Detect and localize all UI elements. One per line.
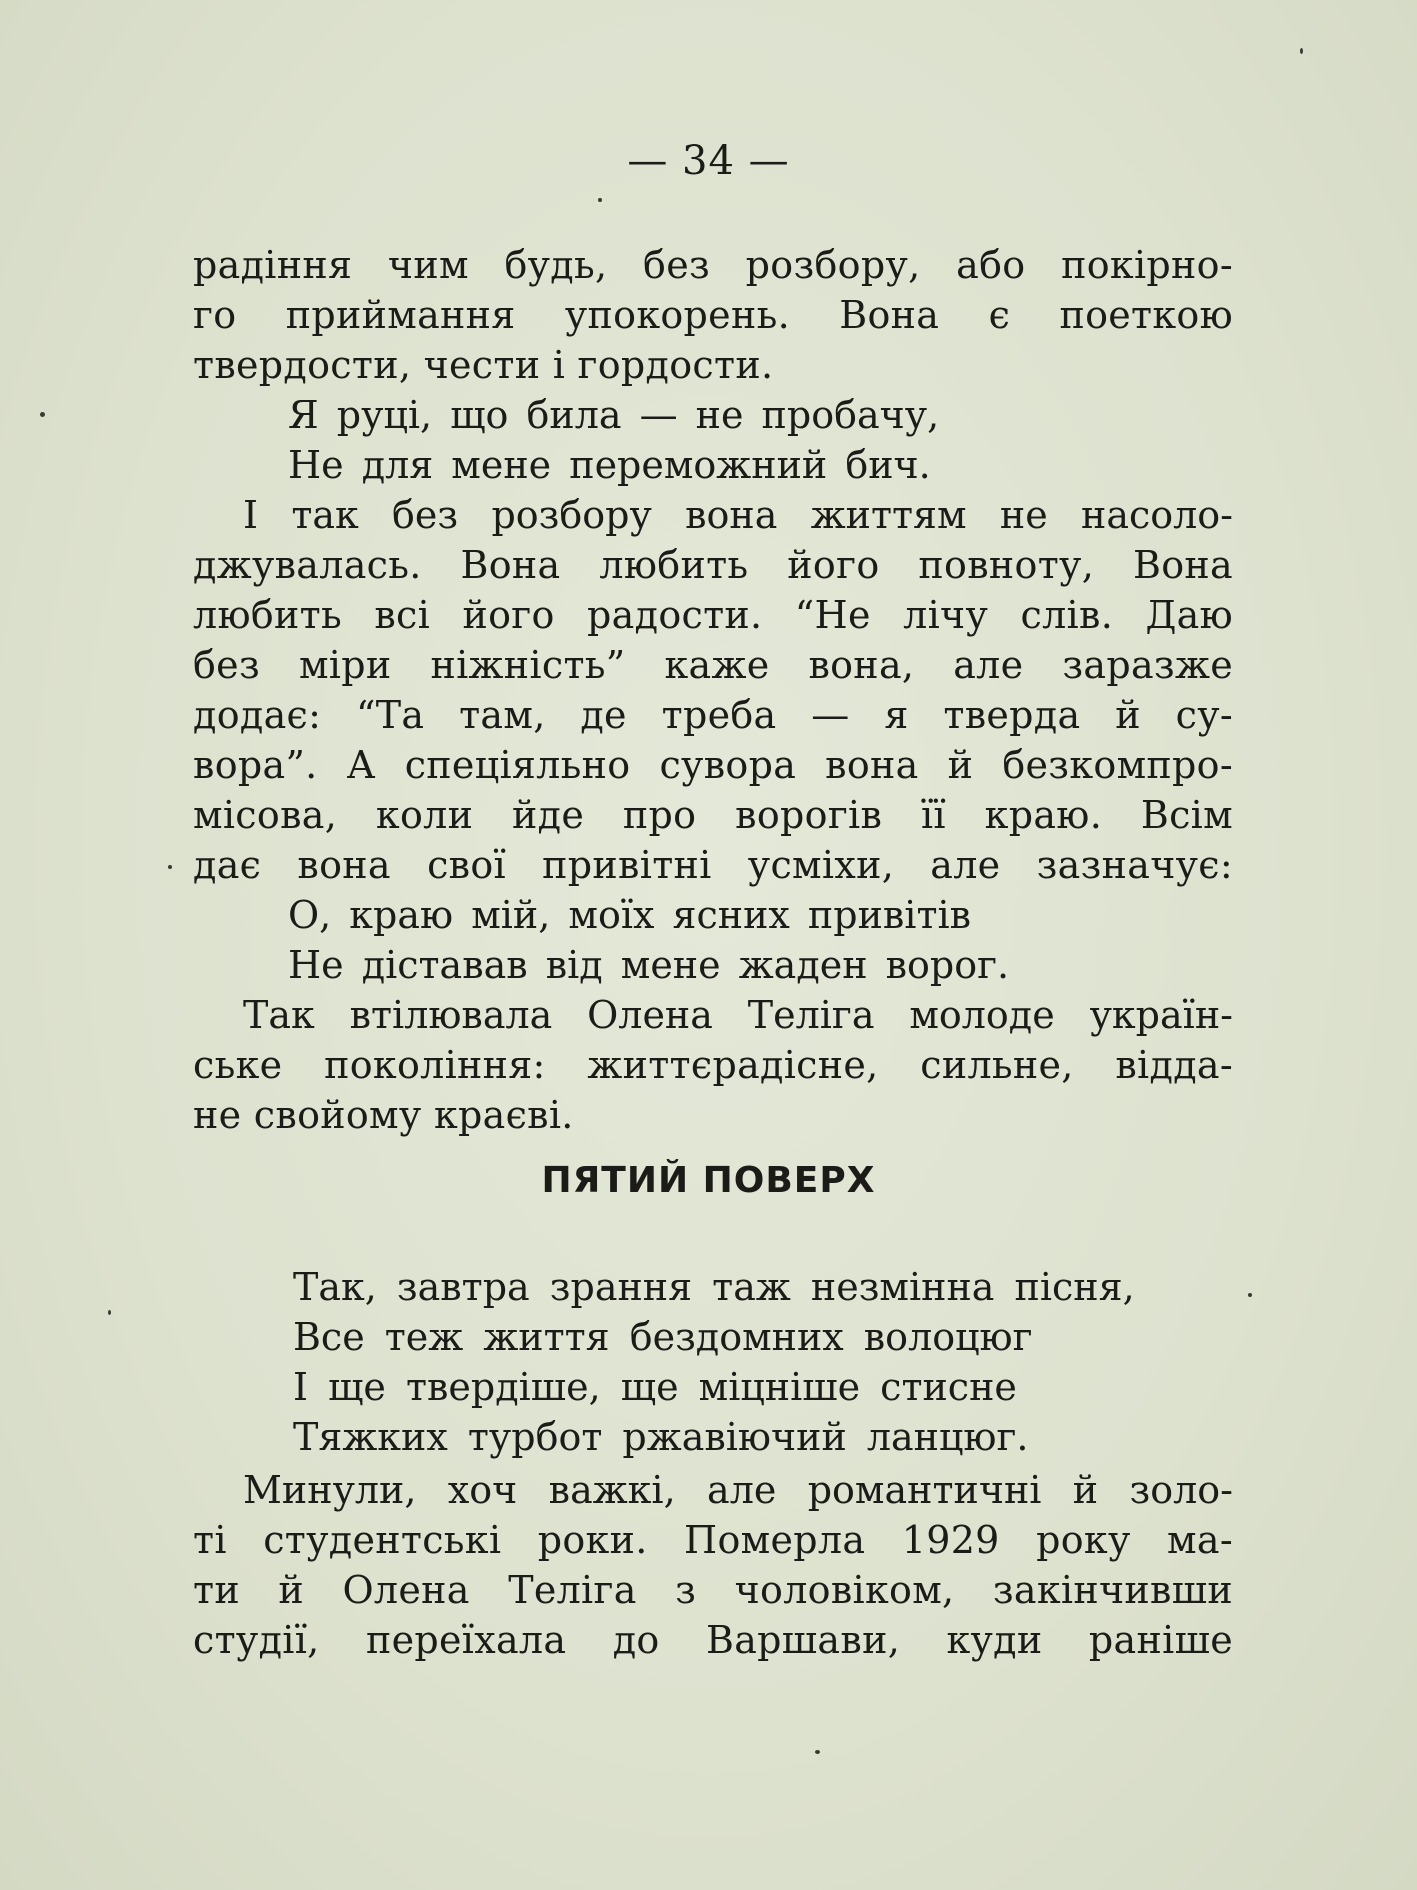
paragraph-3-line-3: не свойому краєві. bbox=[193, 1093, 574, 1137]
paragraph-2-line-4: без міри ніжність” каже вона, але заразже bbox=[193, 643, 1233, 687]
paper-speck bbox=[40, 412, 45, 417]
paragraph-4-line-1: Минули, хоч важкі, але романтичні й золо- bbox=[243, 1468, 1233, 1512]
paper-speck bbox=[815, 1750, 820, 1754]
upper-text-block bbox=[193, 240, 1233, 1140]
paragraph-2-line-6: вора”. А спеціяльно сувора вона й безкомпро- bbox=[193, 743, 1233, 787]
paragraph-1-line-2: го приймання упокорень. Вона є поеткою bbox=[193, 293, 1233, 337]
paper-speck bbox=[168, 865, 172, 869]
paragraph-2-line-3: любить всі його радости. “Не лічу слів. Даю bbox=[193, 593, 1233, 637]
paper-speck bbox=[1300, 48, 1303, 54]
poem bbox=[293, 1262, 1135, 1462]
paper-speck bbox=[1248, 1293, 1252, 1297]
poem-line-1: Так, завтра зрання таж незмінна пісня, bbox=[293, 1265, 1135, 1309]
paper-speck bbox=[108, 1310, 111, 1315]
verse-1-line-1: Я руці, що била — не пробачу, bbox=[288, 393, 940, 437]
poem-line-4: Тяжких турбот ржавіючий ланцюг. bbox=[293, 1415, 1029, 1459]
lower-text-block bbox=[193, 1465, 1233, 1665]
paragraph-2-line-5: додає: “Та там, де треба — я тверда й су- bbox=[193, 693, 1233, 737]
paragraph-4-line-2: ті студентські роки. Померла 1929 року ма- bbox=[193, 1518, 1233, 1562]
verse-2-line-2: Не діставав від мене жаден ворог. bbox=[288, 943, 1010, 987]
page-number: — 34 — bbox=[627, 138, 790, 184]
paragraph-1-line-3: твердости, чести і гордости. bbox=[193, 343, 774, 387]
paragraph-2-line-1: І так без розбору вона життям не насоло- bbox=[243, 493, 1233, 537]
paragraph-1-line-1: радіння чим будь, без розбору, або покірно- bbox=[193, 243, 1233, 287]
section-heading: ПЯТИЙ ПОВЕРХ bbox=[541, 1160, 876, 1201]
paper-speck bbox=[598, 198, 602, 202]
paragraph-3-line-2: ське покоління: життєрадісне, сильне, відда- bbox=[193, 1043, 1233, 1087]
poem-line-2: Все теж життя бездомних волоцюг bbox=[293, 1315, 1033, 1359]
paragraph-2-line-8: дає вона свої привітні усміхи, але зазначує: bbox=[193, 843, 1233, 887]
paragraph-4-line-3: ти й Олена Теліга з чоловіком, закінчивши bbox=[193, 1568, 1233, 1612]
paragraph-2-line-2: джувалась. Вона любить його повноту, Вона bbox=[193, 543, 1233, 587]
paragraph-3-line-1: Так втілювала Олена Теліга молоде україн- bbox=[243, 993, 1233, 1037]
paragraph-2-line-7: місова, коли йде про ворогів її краю. Всім bbox=[193, 793, 1233, 837]
verse-2-line-1: О, краю мій, моїх ясних привітів bbox=[288, 893, 972, 937]
poem-line-3: І ще твердіше, ще міцніше стисне bbox=[293, 1365, 1017, 1409]
paragraph-4-line-4: студії, переїхала до Варшави, куди раніше bbox=[193, 1618, 1233, 1662]
verse-1-line-2: Не для мене переможний бич. bbox=[288, 443, 931, 487]
